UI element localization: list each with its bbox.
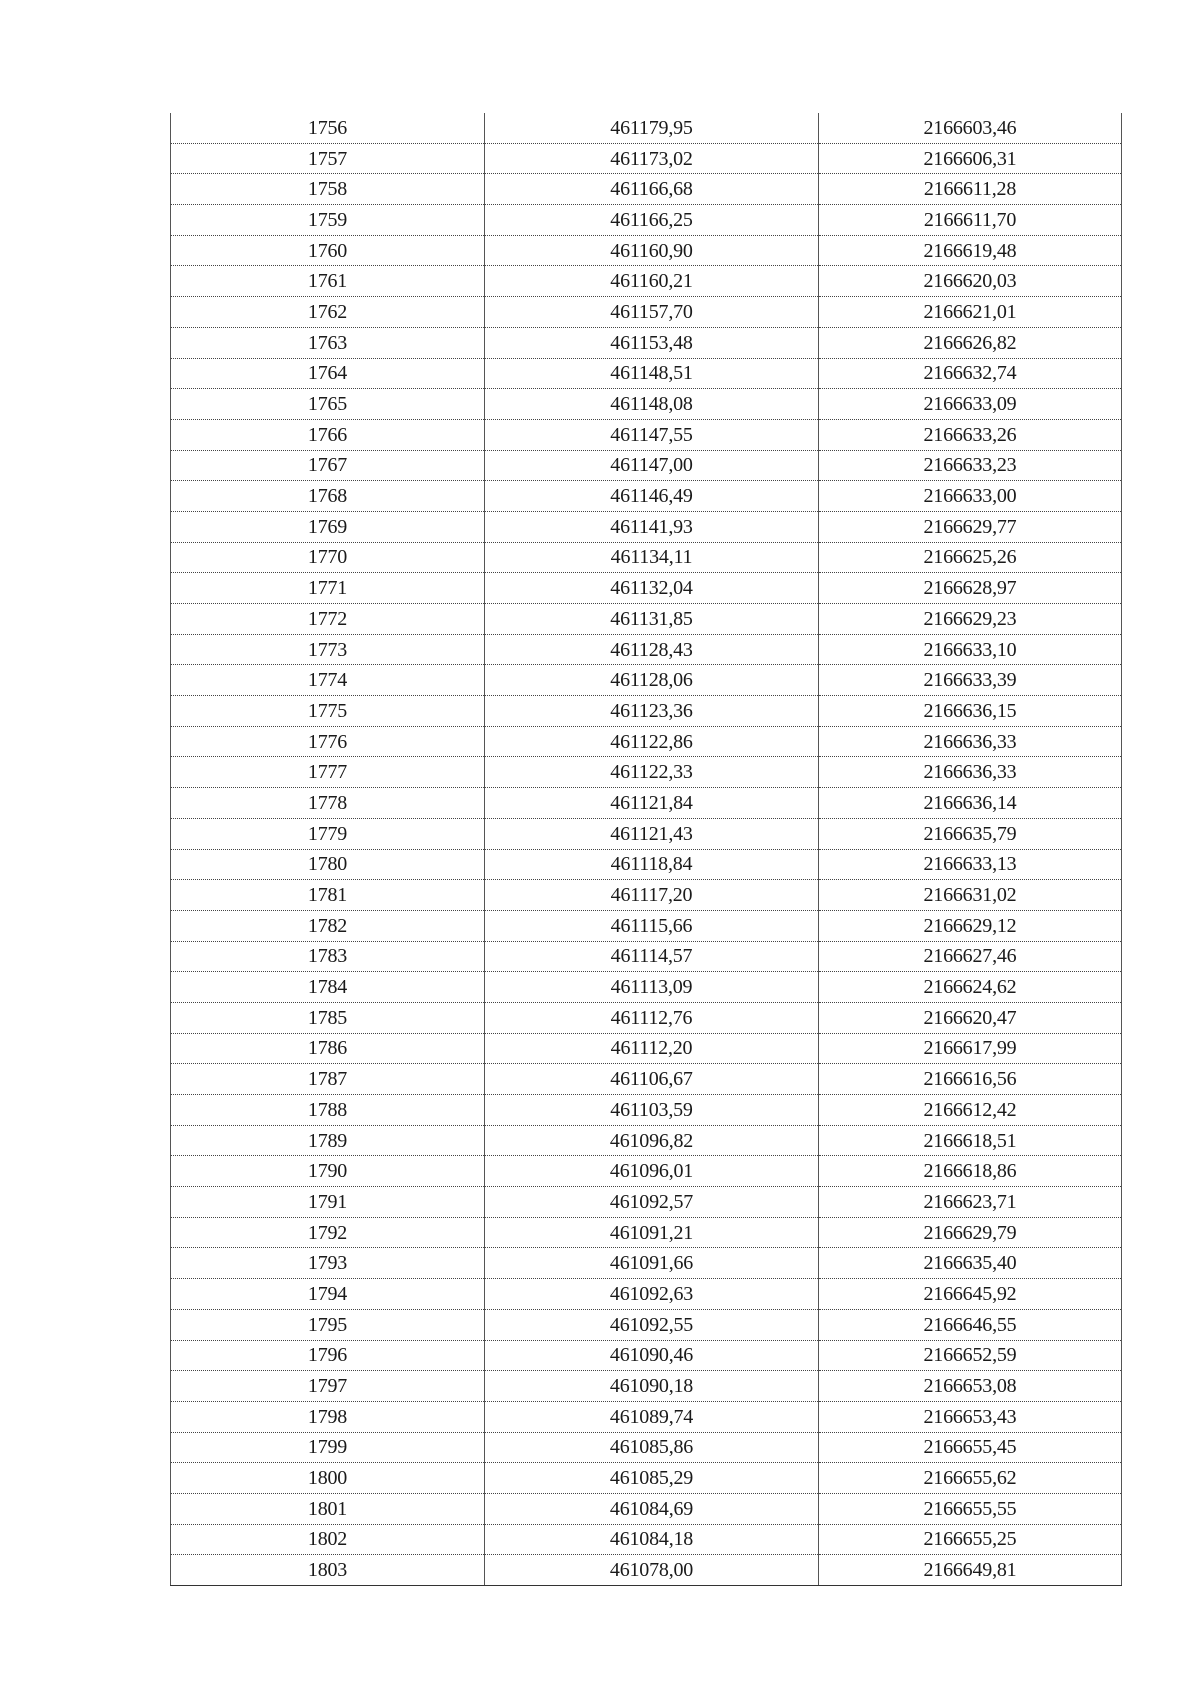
- table-row: [171, 972, 1122, 1003]
- point-number-cell: 1757: [171, 143, 485, 174]
- table-row: [171, 481, 1122, 512]
- x-coordinate-cell: 461085,29: [485, 1463, 819, 1494]
- table-row: [171, 696, 1122, 727]
- point-number-cell: 1778: [171, 788, 485, 819]
- table-row: [171, 1555, 1122, 1586]
- y-coordinate-cell: 2166619,48: [819, 235, 1122, 266]
- x-coordinate-cell: 461153,48: [485, 327, 819, 358]
- point-number-cell: 1758: [171, 174, 485, 205]
- table-row: [171, 542, 1122, 573]
- x-coordinate-cell: 461090,18: [485, 1371, 819, 1402]
- table-row: [171, 174, 1122, 205]
- table-row: [171, 1432, 1122, 1463]
- point-number-cell: 1798: [171, 1401, 485, 1432]
- y-coordinate-cell: 2166633,26: [819, 419, 1122, 450]
- y-coordinate-cell: 2166655,25: [819, 1524, 1122, 1555]
- table-row: [171, 757, 1122, 788]
- point-number-cell: 1780: [171, 849, 485, 880]
- point-number-cell: 1796: [171, 1340, 485, 1371]
- y-coordinate-cell: 2166635,40: [819, 1248, 1122, 1279]
- table-row: [171, 450, 1122, 481]
- x-coordinate-cell: 461092,57: [485, 1187, 819, 1218]
- y-coordinate-cell: 2166633,09: [819, 389, 1122, 420]
- x-coordinate-cell: 461128,06: [485, 665, 819, 696]
- y-coordinate-cell: 2166636,33: [819, 726, 1122, 757]
- table-row: [171, 1248, 1122, 1279]
- table-row: [171, 1187, 1122, 1218]
- y-coordinate-cell: 2166635,79: [819, 818, 1122, 849]
- x-coordinate-cell: 461147,00: [485, 450, 819, 481]
- table-row: [171, 1002, 1122, 1033]
- y-coordinate-cell: 2166646,55: [819, 1309, 1122, 1340]
- y-coordinate-cell: 2166636,14: [819, 788, 1122, 819]
- point-number-cell: 1784: [171, 972, 485, 1003]
- y-coordinate-cell: 2166626,82: [819, 327, 1122, 358]
- x-coordinate-cell: 461113,09: [485, 972, 819, 1003]
- x-coordinate-cell: 461147,55: [485, 419, 819, 450]
- point-number-cell: 1759: [171, 205, 485, 236]
- x-coordinate-cell: 461160,21: [485, 266, 819, 297]
- x-coordinate-cell: 461091,66: [485, 1248, 819, 1279]
- y-coordinate-cell: 2166624,62: [819, 972, 1122, 1003]
- point-number-cell: 1788: [171, 1095, 485, 1126]
- y-coordinate-cell: 2166655,45: [819, 1432, 1122, 1463]
- table-row: [171, 573, 1122, 604]
- y-coordinate-cell: 2166655,62: [819, 1463, 1122, 1494]
- table-row: [171, 419, 1122, 450]
- table-row: [171, 665, 1122, 696]
- table-row: [171, 1033, 1122, 1064]
- table-row: [171, 1064, 1122, 1095]
- point-number-cell: 1756: [171, 113, 485, 143]
- point-number-cell: 1787: [171, 1064, 485, 1095]
- table-row: [171, 1156, 1122, 1187]
- y-coordinate-cell: 2166631,02: [819, 880, 1122, 911]
- y-coordinate-cell: 2166612,42: [819, 1095, 1122, 1126]
- y-coordinate-cell: 2166628,97: [819, 573, 1122, 604]
- point-number-cell: 1800: [171, 1463, 485, 1494]
- y-coordinate-cell: 2166611,28: [819, 174, 1122, 205]
- point-number-cell: 1789: [171, 1125, 485, 1156]
- y-coordinate-cell: 2166606,31: [819, 143, 1122, 174]
- point-number-cell: 1773: [171, 634, 485, 665]
- y-coordinate-cell: 2166603,46: [819, 113, 1122, 143]
- x-coordinate-cell: 461122,33: [485, 757, 819, 788]
- point-number-cell: 1794: [171, 1279, 485, 1310]
- y-coordinate-cell: 2166620,03: [819, 266, 1122, 297]
- x-coordinate-cell: 461121,84: [485, 788, 819, 819]
- x-coordinate-cell: 461123,36: [485, 696, 819, 727]
- point-number-cell: 1799: [171, 1432, 485, 1463]
- y-coordinate-cell: 2166627,46: [819, 941, 1122, 972]
- y-coordinate-cell: 2166633,10: [819, 634, 1122, 665]
- table-row: [171, 1340, 1122, 1371]
- x-coordinate-cell: 461084,18: [485, 1524, 819, 1555]
- x-coordinate-cell: 461112,20: [485, 1033, 819, 1064]
- y-coordinate-cell: 2166652,59: [819, 1340, 1122, 1371]
- x-coordinate-cell: 461096,82: [485, 1125, 819, 1156]
- y-coordinate-cell: 2166620,47: [819, 1002, 1122, 1033]
- point-number-cell: 1767: [171, 450, 485, 481]
- point-number-cell: 1777: [171, 757, 485, 788]
- table-row: [171, 849, 1122, 880]
- x-coordinate-cell: 461092,63: [485, 1279, 819, 1310]
- y-coordinate-cell: 2166629,23: [819, 604, 1122, 635]
- y-coordinate-cell: 2166616,56: [819, 1064, 1122, 1095]
- point-number-cell: 1764: [171, 358, 485, 389]
- point-number-cell: 1763: [171, 327, 485, 358]
- y-coordinate-cell: 2166645,92: [819, 1279, 1122, 1310]
- point-number-cell: 1790: [171, 1156, 485, 1187]
- x-coordinate-cell: 461085,86: [485, 1432, 819, 1463]
- point-number-cell: 1801: [171, 1493, 485, 1524]
- point-number-cell: 1797: [171, 1371, 485, 1402]
- y-coordinate-cell: 2166649,81: [819, 1555, 1122, 1586]
- point-number-cell: 1769: [171, 511, 485, 542]
- x-coordinate-cell: 461128,43: [485, 634, 819, 665]
- point-number-cell: 1761: [171, 266, 485, 297]
- x-coordinate-cell: 461091,21: [485, 1217, 819, 1248]
- point-number-cell: 1783: [171, 941, 485, 972]
- table-row: [171, 1279, 1122, 1310]
- x-coordinate-cell: 461132,04: [485, 573, 819, 604]
- point-number-cell: 1785: [171, 1002, 485, 1033]
- x-coordinate-cell: 461166,68: [485, 174, 819, 205]
- x-coordinate-cell: 461121,43: [485, 818, 819, 849]
- point-number-cell: 1803: [171, 1555, 485, 1586]
- point-number-cell: 1792: [171, 1217, 485, 1248]
- table-row: [171, 726, 1122, 757]
- x-coordinate-cell: 461122,86: [485, 726, 819, 757]
- x-coordinate-cell: 461134,11: [485, 542, 819, 573]
- y-coordinate-cell: 2166629,12: [819, 910, 1122, 941]
- x-coordinate-cell: 461084,69: [485, 1493, 819, 1524]
- point-number-cell: 1781: [171, 880, 485, 911]
- point-number-cell: 1776: [171, 726, 485, 757]
- y-coordinate-cell: 2166653,43: [819, 1401, 1122, 1432]
- table-row: [171, 113, 1122, 143]
- table-row: [171, 1217, 1122, 1248]
- x-coordinate-cell: 461146,49: [485, 481, 819, 512]
- x-coordinate-cell: 461148,08: [485, 389, 819, 420]
- point-number-cell: 1791: [171, 1187, 485, 1218]
- point-number-cell: 1795: [171, 1309, 485, 1340]
- x-coordinate-cell: 461148,51: [485, 358, 819, 389]
- y-coordinate-cell: 2166633,23: [819, 450, 1122, 481]
- x-coordinate-cell: 461096,01: [485, 1156, 819, 1187]
- x-coordinate-cell: 461131,85: [485, 604, 819, 635]
- table-row: [171, 910, 1122, 941]
- y-coordinate-cell: 2166621,01: [819, 297, 1122, 328]
- table-row: [171, 143, 1122, 174]
- y-coordinate-cell: 2166629,79: [819, 1217, 1122, 1248]
- point-number-cell: 1766: [171, 419, 485, 450]
- point-number-cell: 1768: [171, 481, 485, 512]
- point-number-cell: 1782: [171, 910, 485, 941]
- coordinates-table-body: [171, 113, 1122, 1586]
- point-number-cell: 1779: [171, 818, 485, 849]
- x-coordinate-cell: 461141,93: [485, 511, 819, 542]
- x-coordinate-cell: 461160,90: [485, 235, 819, 266]
- table-row: [171, 235, 1122, 266]
- x-coordinate-cell: 461179,95: [485, 113, 819, 143]
- x-coordinate-cell: 461115,66: [485, 910, 819, 941]
- table-row: [171, 297, 1122, 328]
- table-row: [171, 788, 1122, 819]
- table-row: [171, 1125, 1122, 1156]
- table-row: [171, 205, 1122, 236]
- x-coordinate-cell: 461114,57: [485, 941, 819, 972]
- table-row: [171, 266, 1122, 297]
- table-row: [171, 327, 1122, 358]
- x-coordinate-cell: 461173,02: [485, 143, 819, 174]
- point-number-cell: 1786: [171, 1033, 485, 1064]
- table-row: [171, 389, 1122, 420]
- y-coordinate-cell: 2166618,86: [819, 1156, 1122, 1187]
- table-row: [171, 1309, 1122, 1340]
- y-coordinate-cell: 2166633,13: [819, 849, 1122, 880]
- table-row: [171, 604, 1122, 635]
- y-coordinate-cell: 2166636,15: [819, 696, 1122, 727]
- x-coordinate-cell: 461103,59: [485, 1095, 819, 1126]
- table-row: [171, 1493, 1122, 1524]
- table-row: [171, 1095, 1122, 1126]
- point-number-cell: 1765: [171, 389, 485, 420]
- table-row: [171, 880, 1122, 911]
- point-number-cell: 1793: [171, 1248, 485, 1279]
- x-coordinate-cell: 461078,00: [485, 1555, 819, 1586]
- y-coordinate-cell: 2166629,77: [819, 511, 1122, 542]
- point-number-cell: 1775: [171, 696, 485, 727]
- point-number-cell: 1774: [171, 665, 485, 696]
- table-row: [171, 358, 1122, 389]
- point-number-cell: 1762: [171, 297, 485, 328]
- y-coordinate-cell: 2166623,71: [819, 1187, 1122, 1218]
- table-row: [171, 818, 1122, 849]
- x-coordinate-cell: 461090,46: [485, 1340, 819, 1371]
- x-coordinate-cell: 461089,74: [485, 1401, 819, 1432]
- y-coordinate-cell: 2166633,00: [819, 481, 1122, 512]
- y-coordinate-cell: 2166617,99: [819, 1033, 1122, 1064]
- y-coordinate-cell: 2166636,33: [819, 757, 1122, 788]
- table-row: [171, 1463, 1122, 1494]
- x-coordinate-cell: 461157,70: [485, 297, 819, 328]
- point-number-cell: 1760: [171, 235, 485, 266]
- point-number-cell: 1802: [171, 1524, 485, 1555]
- table-row: [171, 1401, 1122, 1432]
- x-coordinate-cell: 461117,20: [485, 880, 819, 911]
- x-coordinate-cell: 461166,25: [485, 205, 819, 236]
- coordinates-table: [170, 113, 1122, 1586]
- y-coordinate-cell: 2166653,08: [819, 1371, 1122, 1402]
- y-coordinate-cell: 2166625,26: [819, 542, 1122, 573]
- x-coordinate-cell: 461118,84: [485, 849, 819, 880]
- y-coordinate-cell: 2166632,74: [819, 358, 1122, 389]
- x-coordinate-cell: 461106,67: [485, 1064, 819, 1095]
- table-row: [171, 1524, 1122, 1555]
- y-coordinate-cell: 2166611,70: [819, 205, 1122, 236]
- x-coordinate-cell: 461092,55: [485, 1309, 819, 1340]
- point-number-cell: 1770: [171, 542, 485, 573]
- table-row: [171, 941, 1122, 972]
- table-row: [171, 1371, 1122, 1402]
- y-coordinate-cell: 2166655,55: [819, 1493, 1122, 1524]
- point-number-cell: 1771: [171, 573, 485, 604]
- x-coordinate-cell: 461112,76: [485, 1002, 819, 1033]
- table-row: [171, 511, 1122, 542]
- y-coordinate-cell: 2166633,39: [819, 665, 1122, 696]
- table-row: [171, 634, 1122, 665]
- y-coordinate-cell: 2166618,51: [819, 1125, 1122, 1156]
- point-number-cell: 1772: [171, 604, 485, 635]
